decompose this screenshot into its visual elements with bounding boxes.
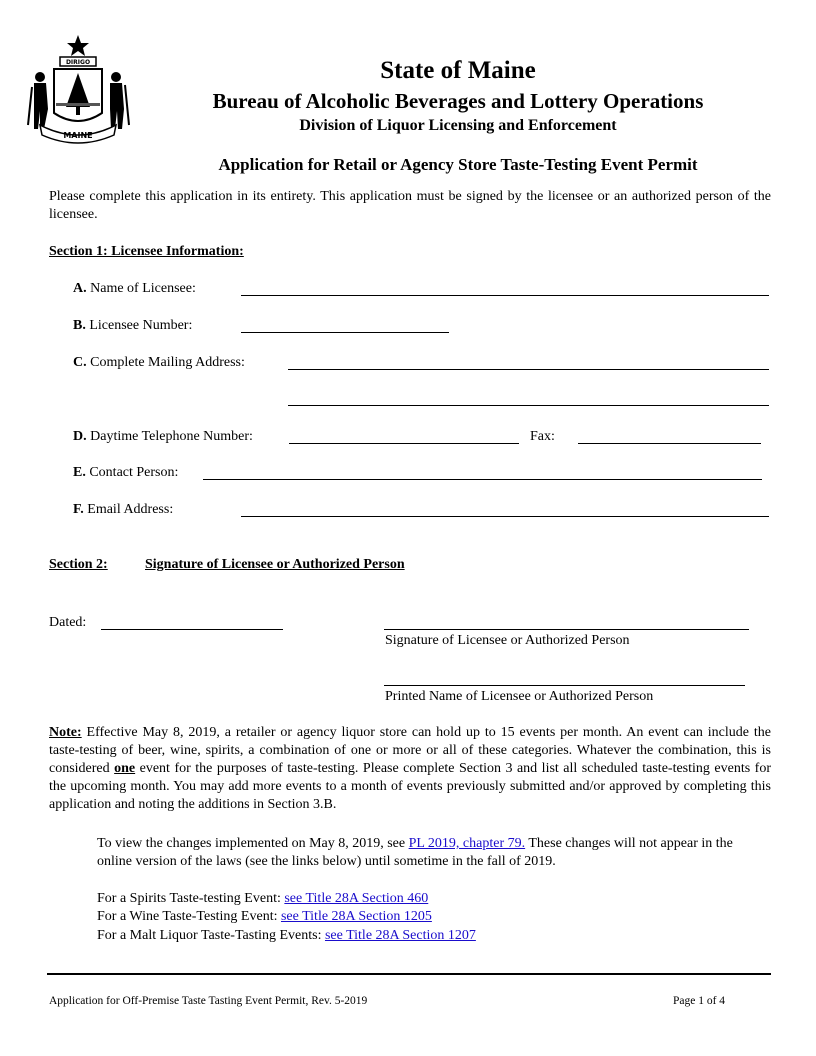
pl-2019-link[interactable]: PL 2019, chapter 79. [408, 836, 526, 851]
dated-field[interactable] [101, 614, 283, 630]
division-title: Division of Liquor Licensing and Enforcement [299, 117, 617, 134]
field-d-row [73, 428, 253, 446]
field-a-row [73, 280, 196, 298]
section1-heading: Section 1: Licensee Information: [49, 244, 244, 259]
signature-caption: Signature of Licensee or Authorized Person [385, 633, 630, 648]
changes-suffix: These changes will not appear in the online version of the laws (see the links below) until sometime in the fall of 2019. [97, 836, 733, 869]
field-a-letter: A. [73, 281, 87, 296]
note-label: Note: [49, 725, 82, 740]
field-b-row [73, 317, 192, 335]
licensee-number-field[interactable] [241, 317, 449, 333]
fax-label: Fax: [530, 429, 555, 444]
intro-paragraph: Please complete this application in its entirety. This application must be signed by the licensee or an authorized person of the licensee. [49, 189, 771, 222]
email-field[interactable] [241, 501, 769, 517]
field-f-row [73, 501, 173, 519]
malt-statute-link[interactable]: see Title 28A Section 1207 [324, 928, 476, 943]
field-e-letter: E. [73, 465, 86, 480]
malt-label: For a Malt Liquor Taste-Tasting Events: [97, 928, 325, 943]
note-text-1: Effective May 8, 2019, a retailer or agency liquor store can hold up to 15 events per month. An event can include the taste-testing of beer, wine, spirits, a combination of one or more or all of these categories. Whatever the combination, this is considered [49, 725, 771, 776]
signature-field[interactable] [384, 614, 749, 630]
footer-divider [47, 973, 771, 975]
field-b-letter: B. [73, 318, 86, 333]
spirits-statute-link[interactable]: see Title 28A Section 460 [284, 891, 429, 906]
dated-label: Dated: [49, 615, 87, 630]
contact-person-field[interactable] [203, 464, 762, 480]
note-emphasis: one [114, 761, 136, 776]
field-a-label: Name of Licensee: [90, 281, 196, 296]
field-e-row [73, 464, 178, 482]
wine-statute-link[interactable]: see Title 28A Section 1205 [280, 909, 432, 924]
footer-page-number: Page 1 of 4 [673, 995, 726, 1007]
field-d-letter: D. [73, 429, 87, 444]
telephone-field[interactable] [289, 428, 519, 444]
licensee-name-field[interactable] [241, 280, 769, 296]
spirits-link-row [97, 890, 428, 908]
bureau-title: Bureau of Alcoholic Beverages and Lottery Operations [212, 89, 704, 113]
wine-label: For a Wine Taste-Testing Event: [97, 909, 281, 924]
seal-banner-text: DIRIGO [65, 59, 91, 66]
printed-name-field[interactable] [384, 670, 745, 686]
note-paragraph [49, 724, 771, 814]
wine-link-row [97, 908, 432, 926]
mailing-address-field-2[interactable] [288, 390, 769, 406]
spirits-label: For a Spirits Taste-testing Event: [97, 891, 285, 906]
form-title: Application for Retail or Agency Store Taste-Testing Event Permit [218, 155, 698, 174]
state-title: State of Maine [380, 57, 536, 84]
note-text-2: event for the purposes of taste-testing. Please complete Section 3 and list all scheduled taste-testing events for the upcoming month. You may add more events to a month of events previously submitted and/or approved by completing this application and noting the additions in Section 3.B. [49, 761, 771, 812]
section2-number: Section 2: [49, 557, 108, 572]
changes-paragraph [97, 835, 757, 871]
field-b-label: Licensee Number: [89, 318, 193, 333]
field-f-label: Email Address: [87, 502, 174, 517]
field-c-row [73, 354, 245, 372]
section2-heading: Signature of Licensee or Authorized Person [145, 557, 405, 572]
field-c-letter: C. [73, 355, 87, 370]
footer-form-name: Application for Off-Premise Taste Tasting Event Permit, Rev. 5-2019 [49, 995, 368, 1007]
printed-name-caption: Printed Name of Licensee or Authorized Person [385, 689, 654, 704]
changes-prefix: To view the changes implemented on May 8, 2019, see [97, 836, 409, 851]
field-d-label: Daytime Telephone Number: [90, 429, 253, 444]
field-e-label: Contact Person: [89, 465, 179, 480]
field-f-letter: F. [73, 502, 84, 517]
malt-link-row [97, 927, 476, 945]
mailing-address-field-1[interactable] [288, 354, 769, 370]
seal-scroll-text: MAINE [63, 131, 93, 140]
fax-field[interactable] [578, 428, 761, 444]
field-c-label: Complete Mailing Address: [90, 355, 245, 370]
